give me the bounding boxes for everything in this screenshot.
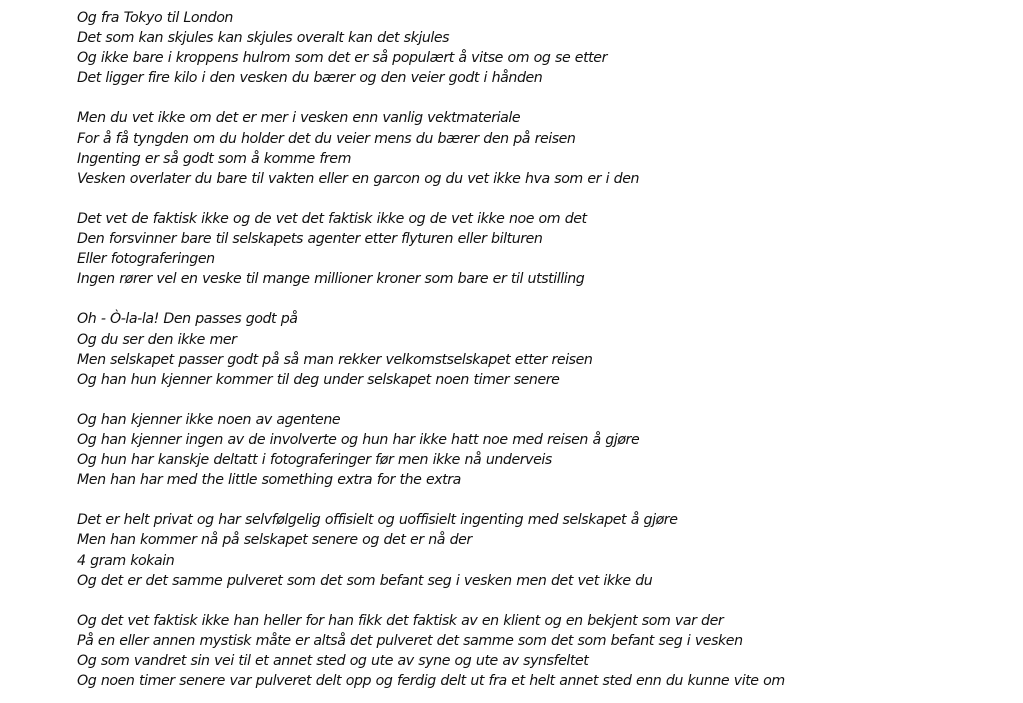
text-line: 4 gram kokain (77, 552, 175, 569)
text-line: For å få tyngden om du holder det du veier mens du bærer den på reisen (77, 130, 576, 147)
text-line: Men han kommer nå på selskapet senere og det er nå der (77, 532, 472, 549)
text-line: Og fra Tokyo til London (77, 10, 233, 26)
text-line: Og ikke bare i kroppens hulrom som det er så populært å vitse om og se etter (77, 50, 607, 67)
text-line: Og han kjenner ikke noen av agentene (77, 411, 341, 428)
text-line: Oh - Ò-la-la! Den passes godt på (77, 311, 298, 328)
text-line: Vesken overlater du bare til vakten eller en garcon og du vet ikke hva som er i den (77, 170, 640, 187)
stanza-3 (77, 209, 1007, 289)
text-line: Og hun har kanskje deltatt i fotograferinger før men ikke nå underveis (77, 452, 552, 469)
text-line: Det er helt privat og har selvfølgelig offisielt og uoffisielt ingenting med selskapet å gjøre (77, 512, 678, 529)
stanza-5 (77, 410, 1007, 490)
stanza-7 (77, 611, 1007, 691)
text-line: Men selskapet passer godt på så man rekker velkomstselskapet etter reisen (77, 351, 593, 368)
text-line: På en eller annen mystisk måte er altså det pulveret det samme som det som befant seg i vesken (77, 632, 743, 649)
text-line: Og du ser den ikke mer (77, 331, 237, 348)
poem-text (77, 8, 1007, 691)
text-line: Det vet de faktisk ikke og de vet det faktisk ikke og de vet ikke noe om det (77, 210, 587, 227)
text-line: Og det er det samme pulveret som det som befant seg i vesken men det vet ikke du (77, 572, 653, 589)
stanza-2 (77, 108, 1007, 188)
text-line: Og det vet faktisk ikke han heller for han fikk det faktisk av en klient og en bekjent som var der (77, 612, 724, 629)
text-line: Men han har med the little something extra for the extra (77, 472, 461, 489)
text-line: Og han hun kjenner kommer til deg under selskapet noen timer senere (77, 371, 560, 388)
text-line: Og noen timer senere var pulveret delt opp og ferdig delt ut fra et helt annet sted enn du kunne vite om (77, 673, 785, 690)
text-line: Og han kjenner ingen av de involverte og hun har ikke hatt noe med reisen å gjøre (77, 431, 640, 448)
text-line: Ingen rører vel en veske til mange millioner kroner som bare er til utstilling (77, 271, 585, 288)
text-line: Det som kan skjules kan skjules overalt kan det skjules (77, 30, 450, 47)
stanza-1 (77, 8, 1007, 88)
text-line: Og som vandret sin vei til et annet sted og ute av syne og ute av synsfeltet (77, 653, 589, 669)
text-line: Den forsvinner bare til selskapets agenter etter flyturen eller bilturen (77, 231, 543, 248)
text-line: Men du vet ikke om det er mer i vesken enn vanlig vektmateriale (77, 110, 521, 127)
stanza-4 (77, 309, 1007, 389)
text-line: Ingenting er så godt som å komme frem (77, 150, 351, 167)
stanza-6 (77, 510, 1007, 590)
text-line: Eller fotograferingen (77, 251, 215, 268)
text-line: Det ligger fire kilo i den vesken du bærer og den veier godt i hånden (77, 70, 543, 87)
